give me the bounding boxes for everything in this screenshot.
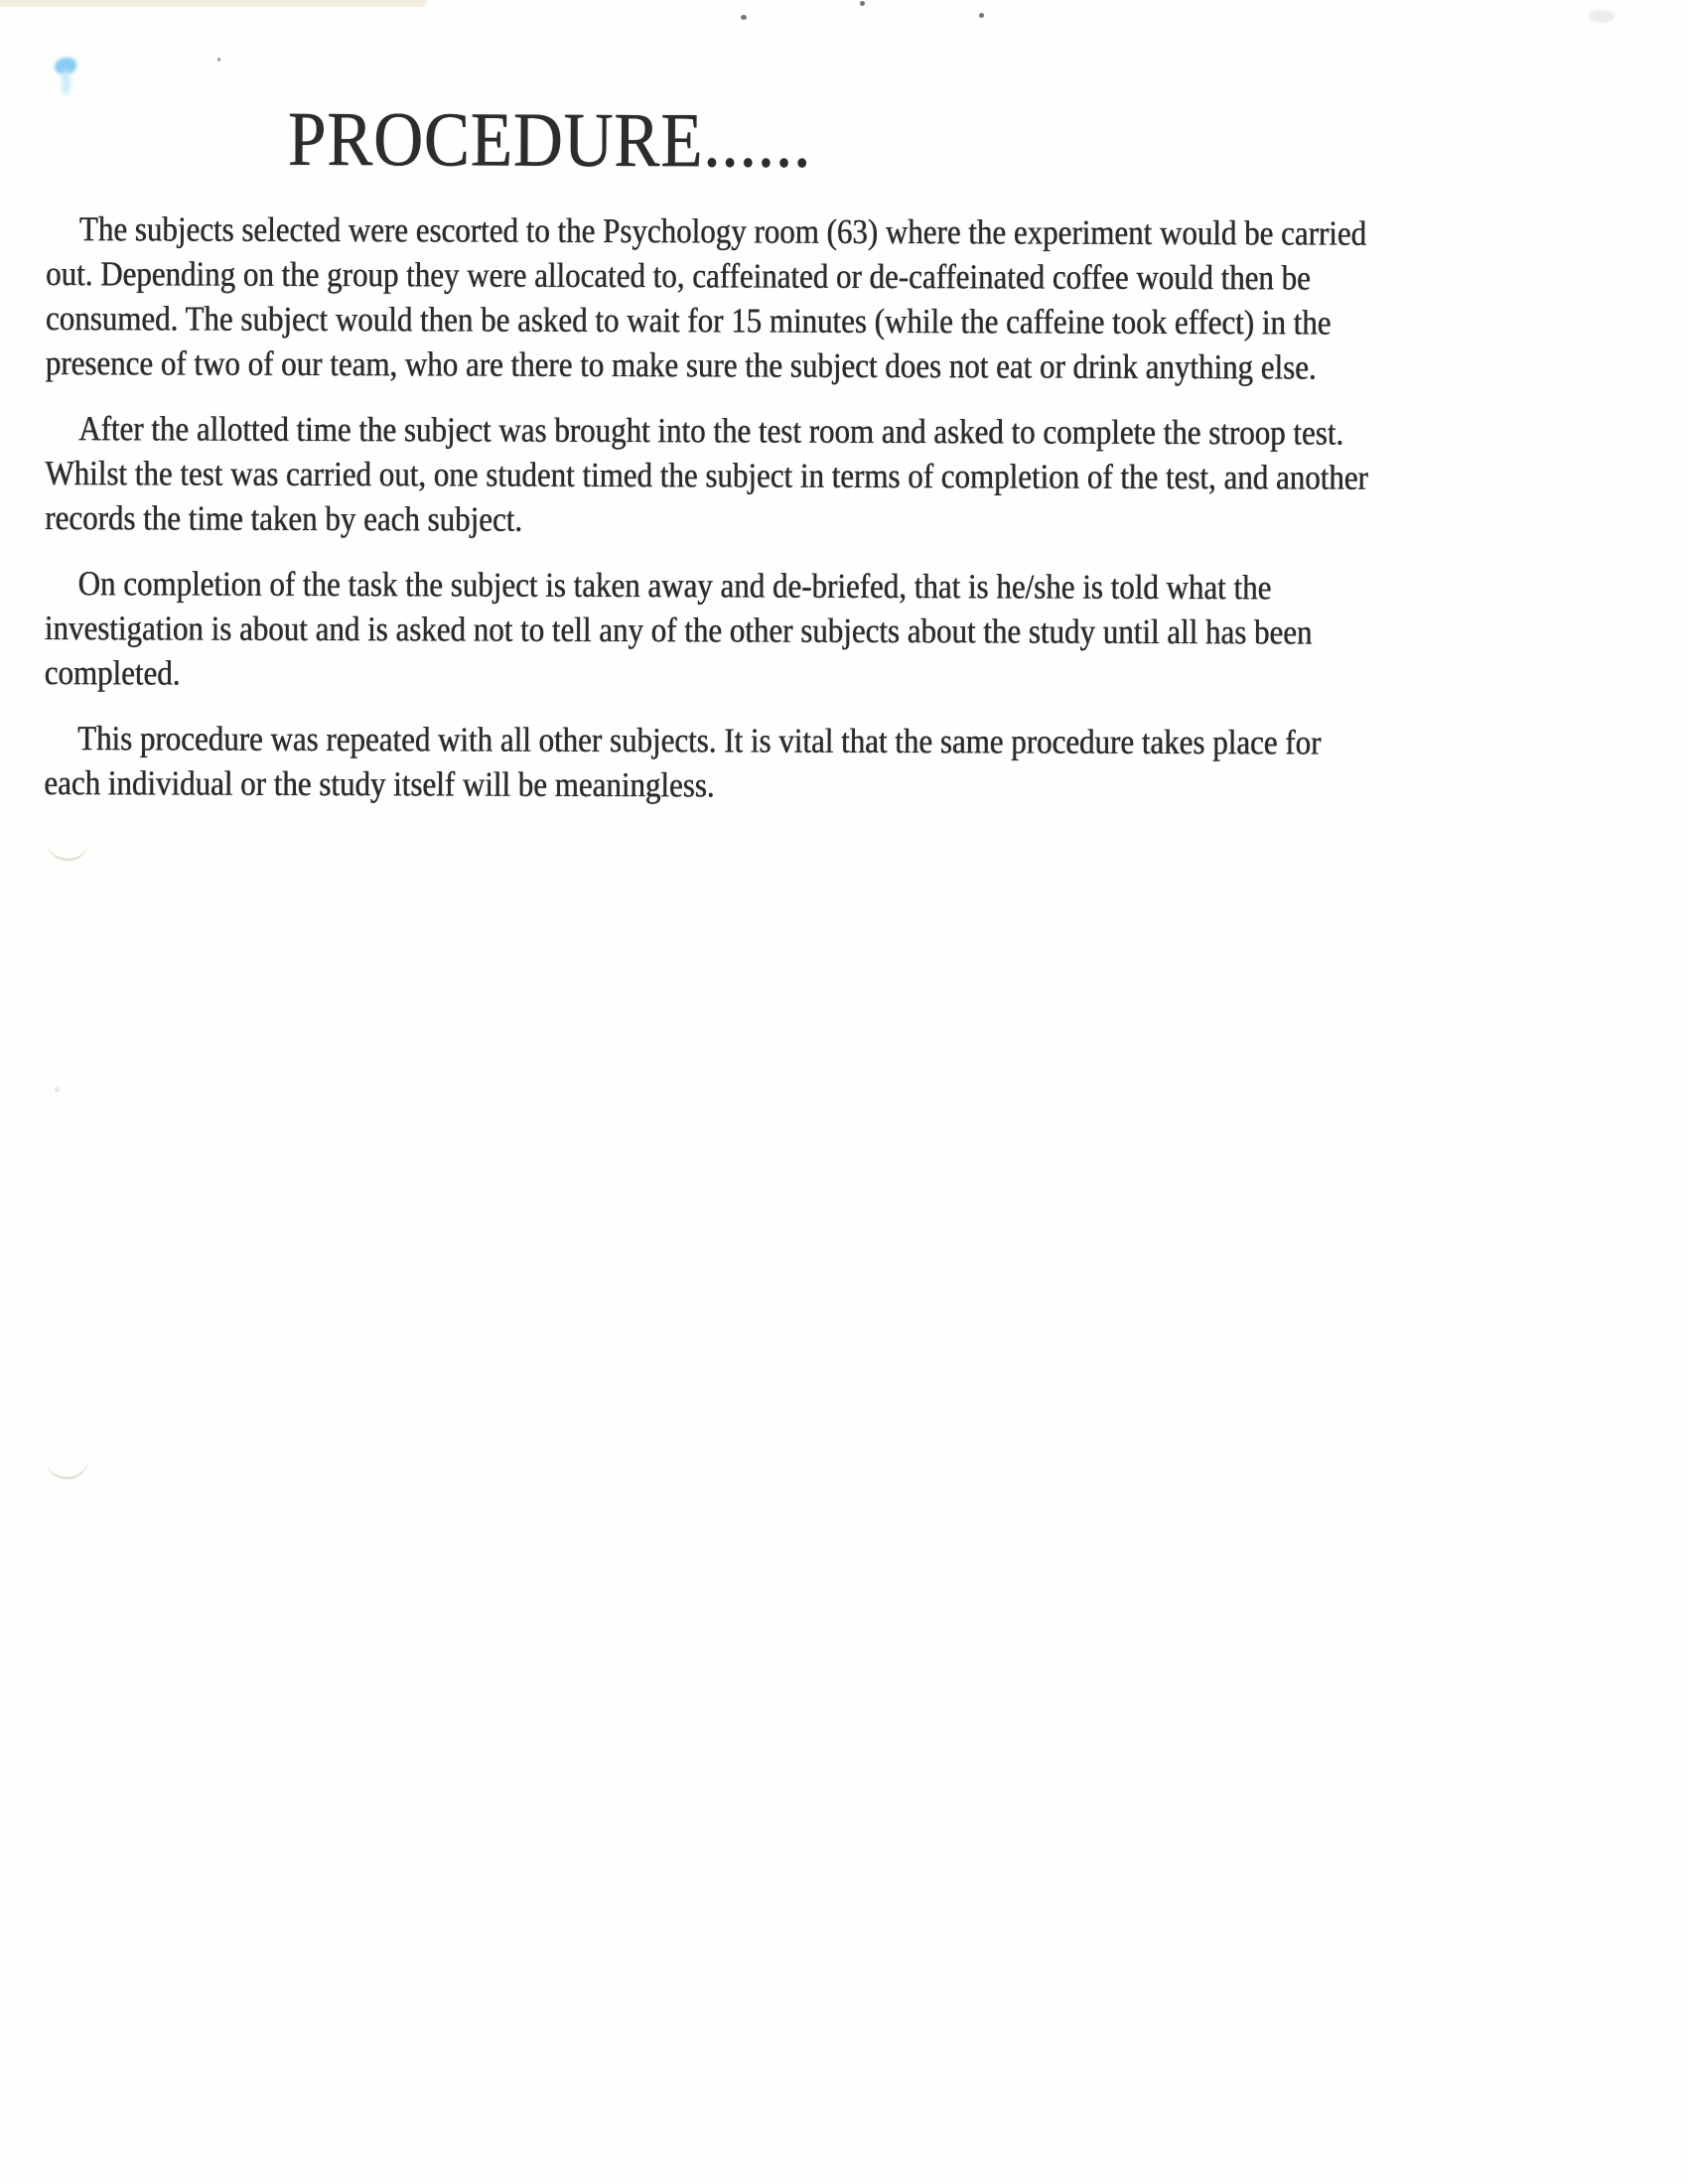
paragraph-2-line-2: Whilst the test was carried out, one student timed the subject in terms of completion of the test, and another bbox=[45, 453, 1368, 497]
paragraph-3-line-2: investigation is about and is asked not to tell any of the other subjects about the study until all has been bbox=[44, 608, 1313, 652]
paragraph-3-line-1: On completion of the task the subject is taken away and de-briefed, that is he/she is told what the bbox=[77, 564, 1272, 608]
scan-crescent-mark bbox=[47, 839, 88, 861]
paragraph-1-line-1: The subjects selected were escorted to the Psychology room (63) where the experiment would be carried bbox=[78, 209, 1367, 253]
paragraph-3 bbox=[45, 561, 1592, 700]
scan-crescent-mark bbox=[46, 1456, 88, 1481]
paragraph-1-line-3: consumed. The subject would then be asked to wait for 15 minutes (while the caffeine took effect) in the bbox=[45, 298, 1332, 342]
page-title: PROCEDURE...... bbox=[287, 94, 812, 184]
paragraph-2 bbox=[45, 406, 1592, 545]
paragraph-1-line-2: out. Depending on the group they were allocated to, caffeinated or de-caffeinated coffee would then be bbox=[45, 253, 1311, 298]
paragraph-4 bbox=[44, 716, 1591, 810]
paragraph-1 bbox=[46, 206, 1593, 390]
paragraph-2-line-3: records the time taken by each subject. bbox=[45, 497, 523, 539]
document-text-block bbox=[44, 0, 1593, 831]
scan-speck bbox=[55, 1087, 60, 1092]
paragraph-3-line-3: completed. bbox=[44, 652, 181, 693]
paragraph-2-line-1: After the allotted time the subject was brought into the test room and asked to complete the stroop test. bbox=[78, 409, 1344, 453]
paragraph-4-line-2: each individual or the study itself will be meaningless. bbox=[44, 762, 715, 805]
paragraph-1-line-4: presence of two of our team, who are there to make sure the subject does not eat or drink anything else. bbox=[45, 342, 1317, 387]
document-paragraphs bbox=[44, 0, 1593, 810]
paragraph-4-line-1: This procedure was repeated with all other subjects. It is vital that the same procedure takes place for bbox=[76, 719, 1322, 762]
